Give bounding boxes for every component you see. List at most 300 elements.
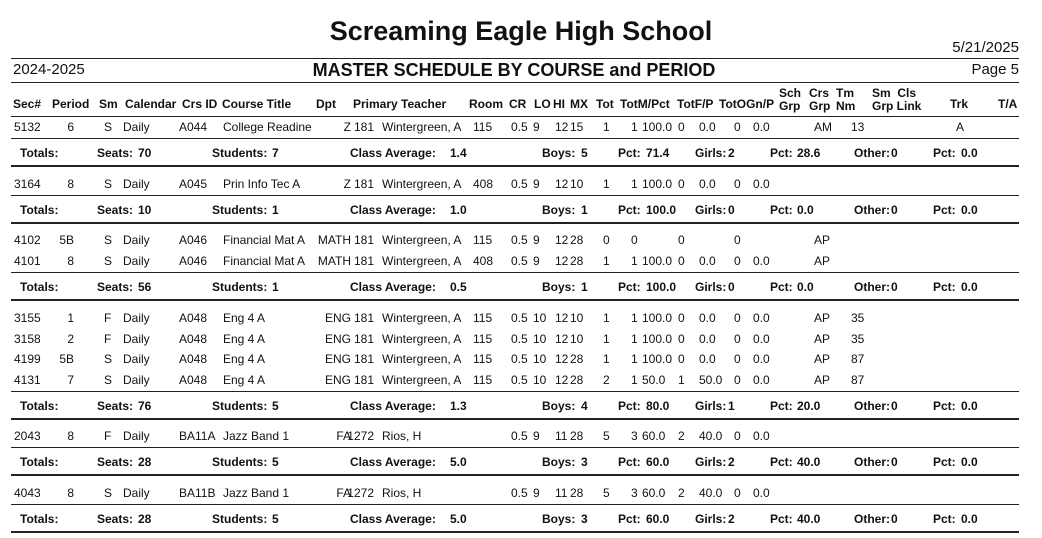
boys-value: 3: [581, 512, 588, 526]
cell-dpt: FA: [336, 486, 351, 500]
cell-hi: 12: [555, 372, 569, 387]
cell-teacher-name: Wintergreen, A: [382, 311, 462, 325]
cell-tot: 0: [603, 233, 610, 247]
boys-label: Boys:: [542, 398, 576, 413]
cell-tot-o: 0: [734, 372, 741, 387]
cell-tot: 1: [603, 120, 610, 134]
cell-tm-nm: 35: [851, 311, 865, 325]
cell-hi: 12: [555, 253, 569, 268]
other-value: 0: [891, 203, 898, 217]
header-room: Room: [469, 97, 503, 111]
cell-teacher-id: 181: [353, 120, 374, 134]
cell-teacher-name: Wintergreen, A: [382, 331, 462, 346]
seats-label: Seats:: [97, 455, 134, 469]
cell-crs-id: A048: [179, 352, 208, 366]
seats-value: 70: [138, 146, 152, 160]
class-average-label: Class Average:: [350, 512, 436, 526]
report-title: MASTER SCHEDULE BY COURSE and PERIOD: [312, 60, 716, 80]
boys-pct-label: Pct:: [618, 146, 641, 160]
cell-o-pct: 0.0: [753, 120, 770, 134]
totals-bottom-divider: [11, 165, 1019, 167]
header-totf: TotF/P: [677, 97, 714, 111]
cell-cr: 0.5: [511, 372, 528, 387]
cell-hi: 11: [555, 486, 568, 500]
other-label: Other:: [854, 203, 890, 217]
cell-cr: 0.5: [511, 253, 528, 268]
header-ta: T/A: [998, 97, 1018, 111]
totals-label: Totals:: [20, 512, 59, 526]
cell-sec: 4199: [14, 352, 41, 366]
girls-pct-value: 40.0: [797, 455, 821, 469]
seats-value: 10: [138, 203, 152, 217]
cell-tot: 2: [603, 372, 610, 387]
header-tm-2: Nm: [836, 99, 856, 113]
cell-course-title: Eng 4 A: [223, 352, 266, 366]
totals-label: Totals:: [20, 398, 59, 413]
cell-dpt: ENG: [324, 311, 351, 325]
boys-pct-value: 100.0: [646, 279, 677, 294]
girls-pct-value: 0.0: [797, 279, 814, 294]
cell-tot-o: 0: [734, 311, 741, 325]
header-trk: Trk: [950, 97, 969, 111]
girls-value: 1: [728, 398, 735, 413]
header-course-title: Course Title: [222, 97, 292, 111]
girls-pct-value: 20.0: [797, 398, 821, 413]
boys-pct-value: 60.0: [646, 512, 670, 526]
cell-cr: 0.5: [511, 429, 528, 443]
cell-period: 8: [67, 177, 74, 191]
header-calendar: Calendar: [125, 97, 177, 111]
boys-label: Boys:: [542, 146, 576, 160]
cell-tot-o: 0: [734, 429, 741, 443]
cell-period: 7: [67, 372, 74, 387]
header-crs-id: Crs ID: [182, 97, 218, 111]
cell-o-pct: 0.0: [753, 311, 770, 325]
cell-sm: F: [104, 331, 112, 346]
students-label: Students:: [212, 146, 268, 160]
header-lo: LO: [534, 97, 551, 111]
totals-bottom-divider: [11, 418, 1019, 420]
girls-pct-label: Pct:: [770, 398, 793, 413]
cell-course-title: Eng 4 A: [223, 372, 266, 387]
cell-calendar: Daily: [123, 486, 150, 500]
cell-course-title: Jazz Band 1: [223, 486, 290, 500]
cell-o-pct: 0.0: [753, 177, 770, 191]
cell-calendar: Daily: [123, 177, 150, 191]
cell-teacher-id: 1272: [347, 486, 374, 500]
other-pct-value: 0.0: [961, 146, 978, 160]
cell-tot: 5: [603, 486, 610, 500]
totals-top-divider: [11, 447, 1019, 448]
seats-value: 56: [138, 279, 152, 294]
cell-f-pct: 50.0: [699, 372, 723, 387]
students-value: 7: [272, 146, 279, 160]
cell-cr: 0.5: [511, 177, 528, 191]
cell-mx: 28: [570, 372, 584, 387]
cell-tot-m: 1: [631, 311, 638, 325]
cell-crs-grp: AP: [814, 372, 831, 387]
cell-period: 8: [67, 429, 74, 443]
cell-tot-f: 0: [678, 233, 685, 247]
cell-period: 8: [67, 486, 74, 500]
school-name: Screaming Eagle High School: [329, 16, 713, 46]
students-value: 5: [272, 398, 279, 413]
cell-room: 115: [473, 120, 493, 134]
cell-teacher-name: Rios, H: [382, 429, 422, 443]
cell-tm-nm: 35: [851, 331, 865, 346]
cell-teacher-name: Wintergreen, A: [382, 352, 462, 366]
cell-crs-grp: AP: [814, 311, 831, 325]
girls-label: Girls:: [695, 398, 727, 413]
cell-cr: 0.5: [511, 331, 528, 346]
cell-sm: S: [104, 372, 113, 387]
cell-crs-id: A044: [179, 120, 208, 134]
cell-tot: 5: [603, 429, 610, 443]
cell-lo: 10: [533, 352, 547, 366]
boys-pct-value: 60.0: [646, 455, 670, 469]
seats-label: Seats:: [97, 146, 134, 160]
cell-f-pct: 40.0: [699, 429, 723, 443]
cell-dpt: MATH: [317, 253, 351, 268]
girls-pct-label: Pct:: [770, 455, 793, 469]
cell-lo: 9: [533, 486, 540, 500]
cell-crs-id: A046: [179, 233, 208, 247]
cell-teacher-id: 181: [353, 352, 374, 366]
girls-pct-label: Pct:: [770, 203, 793, 217]
cell-mx: 28: [570, 429, 584, 443]
boys-label: Boys:: [542, 203, 576, 217]
seats-value: 28: [138, 512, 152, 526]
other-label: Other:: [854, 398, 890, 413]
boys-pct-label: Pct:: [618, 398, 641, 413]
header-teacher: Primary Teacher: [353, 97, 447, 111]
cell-sm: F: [104, 311, 112, 325]
cell-sm: S: [104, 352, 113, 366]
cell-room: 115: [473, 331, 493, 346]
cell-sec: 3164: [14, 177, 41, 191]
cell-trk: A: [956, 120, 965, 134]
cell-tot-o: 0: [734, 331, 741, 346]
cell-teacher-name: Wintergreen, A: [382, 253, 462, 268]
cell-mx: 10: [570, 177, 584, 191]
class-average-value: 5.0: [450, 512, 467, 526]
cell-dpt: Z: [343, 120, 351, 134]
totals-bottom-divider: [11, 222, 1019, 224]
header-tot: Tot: [596, 97, 614, 111]
cell-f-pct: 0.0: [699, 120, 716, 134]
cell-calendar: Daily: [123, 120, 150, 134]
boys-pct-value: 100.0: [646, 203, 677, 217]
cell-hi: 12: [555, 177, 569, 191]
cell-sec: 4043: [14, 486, 41, 500]
other-value: 0: [891, 146, 898, 160]
cell-teacher-name: Wintergreen, A: [382, 233, 462, 247]
header-crs-grp-1: Crs: [809, 86, 830, 100]
students-value: 1: [272, 203, 279, 217]
totals-top-divider: [11, 195, 1019, 196]
header-divider: [11, 82, 1019, 83]
cell-course-title: Financial Mat A: [223, 233, 306, 247]
cell-lo: 10: [533, 372, 547, 387]
cell-room: 115: [473, 372, 493, 387]
cell-lo: 9: [533, 253, 540, 268]
cell-tot-m: 3: [631, 429, 638, 443]
cell-tot: 1: [603, 311, 610, 325]
cell-f-pct: 0.0: [699, 311, 716, 325]
students-value: 5: [272, 512, 279, 526]
other-value: 0: [891, 512, 898, 526]
cell-teacher-id: 181: [353, 331, 374, 346]
other-pct-value: 0.0: [961, 398, 978, 413]
girls-value: 0: [728, 203, 735, 217]
cell-mx: 28: [570, 352, 584, 366]
totals-bottom-divider: [11, 299, 1019, 301]
cell-tot-f: 0: [678, 311, 685, 325]
cell-room: 408: [473, 177, 494, 191]
cell-lo: 10: [533, 331, 547, 346]
boys-pct-label: Pct:: [618, 203, 641, 217]
cell-tot-f: 0: [678, 177, 685, 191]
cell-m-pct: 100.0: [642, 177, 673, 191]
girls-pct-label: Pct:: [770, 146, 793, 160]
other-pct-label: Pct:: [933, 512, 956, 526]
header-toto: TotOGn/P: [719, 97, 775, 111]
class-average-value: 5.0: [450, 455, 467, 469]
cell-tot-f: 0: [678, 331, 685, 346]
seats-label: Seats:: [97, 203, 134, 217]
page-number: Page 5: [971, 61, 1019, 78]
cell-cr: 0.5: [511, 352, 528, 366]
students-label: Students:: [212, 398, 268, 413]
boys-value: 5: [581, 146, 588, 160]
seats-label: Seats:: [97, 512, 134, 526]
cell-course-title: Eng 4 A: [223, 331, 266, 346]
other-pct-label: Pct:: [933, 279, 956, 294]
cell-calendar: Daily: [123, 429, 150, 443]
boys-label: Boys:: [542, 512, 576, 526]
header-divider-top: [11, 58, 1019, 59]
cell-hi: 12: [555, 352, 569, 366]
cell-lo: 9: [533, 233, 540, 247]
cell-f-pct: 0.0: [699, 253, 716, 268]
class-average-value: 1.0: [450, 203, 467, 217]
cell-dpt: ENG: [324, 331, 351, 346]
cell-cr: 0.5: [511, 233, 528, 247]
cell-calendar: Daily: [123, 352, 150, 366]
cell-f-pct: 0.0: [699, 331, 716, 346]
class-average-value: 1.3: [450, 398, 467, 413]
girls-value: 2: [728, 512, 735, 526]
cell-crs-id: A046: [179, 253, 208, 268]
class-average-value: 1.4: [450, 146, 467, 160]
class-average-label: Class Average:: [350, 203, 436, 217]
students-label: Students:: [212, 455, 268, 469]
other-pct-label: Pct:: [933, 203, 956, 217]
cell-room: 115: [473, 352, 493, 366]
other-value: 0: [891, 279, 898, 294]
cell-dpt: MATH: [317, 233, 351, 247]
students-value: 1: [272, 279, 279, 294]
students-label: Students:: [212, 512, 268, 526]
girls-label: Girls:: [695, 455, 727, 469]
cell-calendar: Daily: [123, 233, 150, 247]
header-dpt: Dpt: [316, 97, 336, 111]
cell-hi: 12: [555, 311, 569, 325]
cell-f-pct: 40.0: [699, 486, 723, 500]
cell-m-pct: 60.0: [642, 486, 666, 500]
cell-tm-nm: 87: [851, 372, 865, 387]
cell-tot-o: 0: [734, 120, 741, 134]
girls-label: Girls:: [695, 146, 727, 160]
cell-tot-m: 0: [631, 233, 638, 247]
cell-tot-m: 1: [631, 177, 638, 191]
header-totm: TotM/Pct: [620, 97, 670, 111]
cell-sec: 4102: [14, 233, 41, 247]
report-date: 5/21/2025: [952, 39, 1019, 56]
cell-lo: 10: [533, 311, 547, 325]
students-label: Students:: [212, 279, 268, 294]
cell-crs-grp: AP: [814, 253, 831, 268]
cell-period: 8: [67, 253, 74, 268]
cell-room: 115: [473, 233, 493, 247]
other-value: 0: [891, 398, 898, 413]
cell-tot-o: 0: [734, 486, 741, 500]
cell-o-pct: 0.0: [753, 352, 770, 366]
table-top-divider: [11, 116, 1019, 117]
totals-label: Totals:: [20, 203, 59, 217]
boys-label: Boys:: [542, 279, 576, 294]
other-label: Other:: [854, 455, 890, 469]
cell-tot-m: 1: [631, 352, 638, 366]
totals-label: Totals:: [20, 146, 59, 160]
cell-tot-m: 1: [631, 372, 638, 387]
cell-crs-id: A045: [179, 177, 208, 191]
cell-sec: 4101: [14, 253, 41, 268]
header-sm: Sm: [99, 97, 118, 111]
cell-teacher-name: Wintergreen, A: [382, 120, 462, 134]
cell-tm-nm: 13: [851, 120, 865, 134]
girls-value: 2: [728, 455, 735, 469]
cell-tot-f: 0: [678, 352, 685, 366]
cell-mx: 28: [570, 486, 584, 500]
cell-sec: 5132: [14, 120, 41, 134]
header-crs-grp-2: Grp: [809, 99, 831, 113]
seats-label: Seats:: [97, 279, 134, 294]
cell-tot-f: 2: [678, 429, 685, 443]
boys-label: Boys:: [542, 455, 576, 469]
cell-tot-m: 3: [631, 486, 638, 500]
totals-top-divider: [11, 138, 1019, 139]
cell-sm: S: [104, 177, 113, 191]
cell-tot-o: 0: [734, 352, 741, 366]
cell-tot-f: 1: [678, 372, 685, 387]
class-average-label: Class Average:: [350, 279, 436, 294]
cell-o-pct: 0.0: [753, 372, 770, 387]
class-average-label: Class Average:: [350, 146, 436, 160]
header-hi: HI: [553, 97, 565, 111]
cell-tot-m: 1: [631, 120, 638, 134]
boys-value: 1: [581, 279, 588, 294]
cell-mx: 28: [570, 253, 584, 268]
boys-pct-value: 71.4: [646, 146, 670, 160]
class-average-value: 0.5: [450, 279, 467, 294]
other-pct-value: 0.0: [961, 203, 978, 217]
cell-crs-id: A048: [179, 331, 208, 346]
cell-sec: 3158: [14, 331, 41, 346]
cell-dpt: Z: [343, 177, 351, 191]
cell-period: 2: [67, 331, 74, 346]
girls-pct-value: 28.6: [797, 146, 821, 160]
cell-tot-o: 0: [734, 253, 741, 268]
girls-pct-label: Pct:: [770, 279, 793, 294]
cell-calendar: Daily: [123, 331, 150, 346]
cell-sec: 2043: [14, 429, 41, 443]
cell-f-pct: 0.0: [699, 177, 716, 191]
totals-top-divider: [11, 391, 1019, 392]
cell-period: 5B: [59, 233, 74, 247]
cell-crs-grp: AP: [814, 233, 831, 247]
cell-tot-f: 0: [678, 253, 685, 268]
cell-sec: 4131: [14, 372, 41, 387]
cell-o-pct: 0.0: [753, 486, 770, 500]
cell-mx: 10: [570, 331, 584, 346]
cell-room: 408: [473, 253, 494, 268]
cell-calendar: Daily: [123, 372, 150, 387]
cell-mx: 10: [570, 311, 584, 325]
girls-value: 2: [728, 146, 735, 160]
header-cr: CR: [509, 97, 527, 111]
cell-lo: 9: [533, 177, 540, 191]
cell-dpt: ENG: [324, 352, 351, 366]
header-sm-cls-1: Sm Cls: [872, 86, 917, 100]
cell-course-title: Jazz Band 1: [223, 429, 290, 443]
cell-teacher-id: 1272: [347, 429, 374, 443]
boys-value: 1: [581, 203, 588, 217]
girls-pct-value: 40.0: [797, 512, 821, 526]
header-period: Period: [52, 97, 90, 111]
cell-sec: 3155: [14, 311, 41, 325]
girls-value: 0: [728, 279, 735, 294]
cell-teacher-id: 181: [353, 177, 374, 191]
boys-pct-label: Pct:: [618, 279, 641, 294]
cell-crs-id: A048: [179, 372, 208, 387]
cell-teacher-name: Wintergreen, A: [382, 177, 462, 191]
cell-hi: 11: [555, 429, 568, 443]
boys-value: 3: [581, 455, 588, 469]
header-mx: MX: [570, 97, 588, 111]
seats-value: 28: [138, 455, 152, 469]
cell-m-pct: 60.0: [642, 429, 666, 443]
cell-hi: 12: [555, 331, 569, 346]
totals-top-divider: [11, 504, 1019, 505]
cell-dpt: FA: [336, 429, 351, 443]
cell-crs-grp: AP: [814, 331, 831, 346]
totals-top-divider: [11, 272, 1019, 273]
cell-course-title: College Readine: [223, 120, 312, 134]
cell-lo: 9: [533, 120, 540, 134]
boys-pct-label: Pct:: [618, 512, 641, 526]
students-label: Students:: [212, 203, 268, 217]
cell-teacher-id: 181: [353, 253, 374, 268]
students-value: 5: [272, 455, 279, 469]
cell-mx: 28: [570, 233, 584, 247]
girls-label: Girls:: [695, 512, 727, 526]
cell-m-pct: 100.0: [642, 331, 673, 346]
cell-tm-nm: 87: [851, 352, 865, 366]
cell-teacher-id: 181: [353, 311, 374, 325]
cell-tot: 1: [603, 253, 610, 268]
cell-tot: 1: [603, 352, 610, 366]
